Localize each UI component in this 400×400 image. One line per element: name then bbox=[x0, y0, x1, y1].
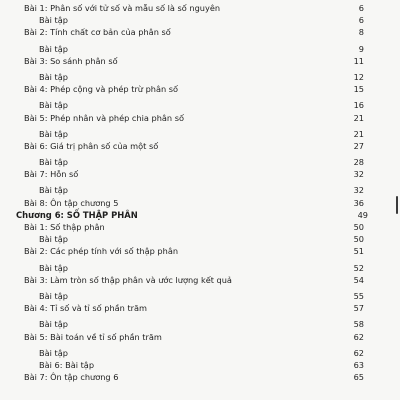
toc-entry-page: 52 bbox=[353, 262, 364, 273]
toc-entry-page: 12 bbox=[353, 71, 364, 82]
toc-entry-page: 16 bbox=[353, 100, 364, 111]
toc-entry bbox=[0, 262, 400, 274]
toc-entry-title: Bài tập bbox=[39, 319, 68, 330]
toc-entry-page: 9 bbox=[358, 43, 364, 54]
toc-entry bbox=[0, 83, 400, 99]
toc-entry-page: 28 bbox=[353, 157, 364, 168]
toc-entry bbox=[0, 347, 400, 359]
toc-entry-page: 50 bbox=[353, 222, 364, 232]
toc-entry-title: Bài tập bbox=[39, 71, 68, 82]
toc-entry bbox=[0, 290, 400, 302]
toc-entry bbox=[0, 71, 400, 83]
toc-entry-title: Bài tập bbox=[39, 100, 68, 111]
toc-entry-page: 11 bbox=[353, 55, 364, 66]
toc-entry bbox=[0, 233, 400, 245]
toc-entry-title: Bài 8: Ôn tập chương 5 bbox=[24, 197, 119, 208]
toc-entry-page: 36 bbox=[353, 197, 364, 208]
toc-entry bbox=[0, 112, 400, 128]
toc-entry bbox=[0, 2, 400, 14]
toc-entry-title: Bài tập bbox=[39, 347, 68, 358]
toc-entry bbox=[0, 14, 400, 26]
toc-entry-page: 62 bbox=[353, 347, 364, 358]
toc-entry-title: Bài tập bbox=[39, 15, 68, 26]
toc-entry-page: 21 bbox=[353, 128, 364, 139]
toc-entry-page: 62 bbox=[353, 331, 364, 342]
toc-entry bbox=[0, 168, 400, 184]
toc-entry-title: Bài 6: Giá trị phân số của một số bbox=[24, 140, 159, 151]
toc-entry-page: 32 bbox=[353, 169, 364, 180]
toc-entry-page: 65 bbox=[353, 372, 364, 383]
toc-entry bbox=[0, 331, 400, 347]
toc-entry-page: 54 bbox=[353, 274, 364, 285]
toc-entry-title: Bài 7: Ôn tập chương 6 bbox=[24, 372, 119, 383]
toc-entry-page: 58 bbox=[353, 319, 364, 330]
toc-chapter-heading bbox=[0, 209, 400, 221]
toc-entry-title: Bài tập bbox=[39, 234, 68, 245]
page-edge-mark bbox=[396, 196, 398, 214]
toc-entry-title: Bài tập bbox=[39, 290, 68, 301]
toc-entry bbox=[0, 99, 400, 111]
toc-entry-page: 6 bbox=[358, 3, 364, 13]
chapter-page: 49 bbox=[357, 209, 368, 220]
toc-entry-page: 57 bbox=[353, 303, 364, 314]
toc-entry-title: Bài 6: Bài tập bbox=[39, 359, 95, 370]
toc-entry-title: Bài 1: Phân số với tử số và mẫu số là số nguyên bbox=[24, 3, 221, 13]
toc-entry bbox=[0, 156, 400, 168]
toc-entry-title: Bài tập bbox=[39, 157, 68, 168]
toc-entry bbox=[0, 128, 400, 140]
toc-entry bbox=[0, 55, 400, 71]
toc-entry-title: Bài tập bbox=[39, 185, 68, 196]
toc-entry bbox=[0, 274, 400, 290]
toc-entry bbox=[0, 371, 400, 387]
toc-entry bbox=[0, 302, 400, 318]
toc-entry bbox=[0, 43, 400, 55]
toc-entry bbox=[0, 26, 400, 42]
toc-entry-page: 63 bbox=[353, 359, 364, 370]
toc-entry-title: Bài 4: Tỉ số và tỉ số phần trăm bbox=[24, 303, 148, 314]
toc-entry bbox=[0, 318, 400, 330]
toc-entry-page: 50 bbox=[353, 234, 364, 245]
toc-entry-page: 32 bbox=[353, 185, 364, 196]
toc-entry-page: 51 bbox=[353, 246, 364, 257]
toc-entry-title: Bài 7: Hỗn số bbox=[24, 169, 79, 180]
toc-entry bbox=[0, 140, 400, 156]
toc-entry bbox=[0, 197, 400, 209]
toc-entry bbox=[0, 221, 400, 233]
toc-entry-title: Bài 1: Số thập phân bbox=[24, 222, 105, 232]
toc-entry-title: Bài 5: Phép nhân và phép chia phân số bbox=[24, 112, 184, 123]
toc-entry-page: 15 bbox=[353, 84, 364, 95]
toc-entry bbox=[0, 245, 400, 261]
toc-entry-title: Bài 3: So sánh phân số bbox=[24, 55, 118, 66]
toc-entry bbox=[0, 184, 400, 196]
toc-entry-page: 21 bbox=[353, 112, 364, 123]
toc-entry-title: Bài tập bbox=[39, 43, 68, 54]
toc-entry-title: Bài 2: Tính chất cơ bản của phân số bbox=[24, 27, 171, 38]
toc-entry-page: 8 bbox=[358, 27, 364, 38]
toc-entry-title: Bài 4: Phép cộng và phép trừ phân số bbox=[24, 84, 179, 95]
toc-entry-page: 55 bbox=[353, 290, 364, 301]
toc-entry-title: Bài tập bbox=[39, 128, 68, 139]
toc-entry-title: Bài 5: Bài toán về tỉ số phần trăm bbox=[24, 331, 162, 342]
toc-entry bbox=[0, 359, 400, 371]
toc-entry-title: Bài 2: Các phép tính với số thập phân bbox=[24, 246, 179, 257]
toc-entry-page: 27 bbox=[353, 140, 364, 151]
toc-entry-title: Bài tập bbox=[39, 262, 68, 273]
toc-entry-title: Bài 3: Làm tròn số thập phân và ước lượng kết quả bbox=[24, 274, 232, 285]
table-of-contents bbox=[0, 2, 400, 387]
chapter-title: Chương 6: SỐ THẬP PHÂN bbox=[16, 209, 138, 220]
toc-entry-page: 6 bbox=[358, 15, 364, 26]
